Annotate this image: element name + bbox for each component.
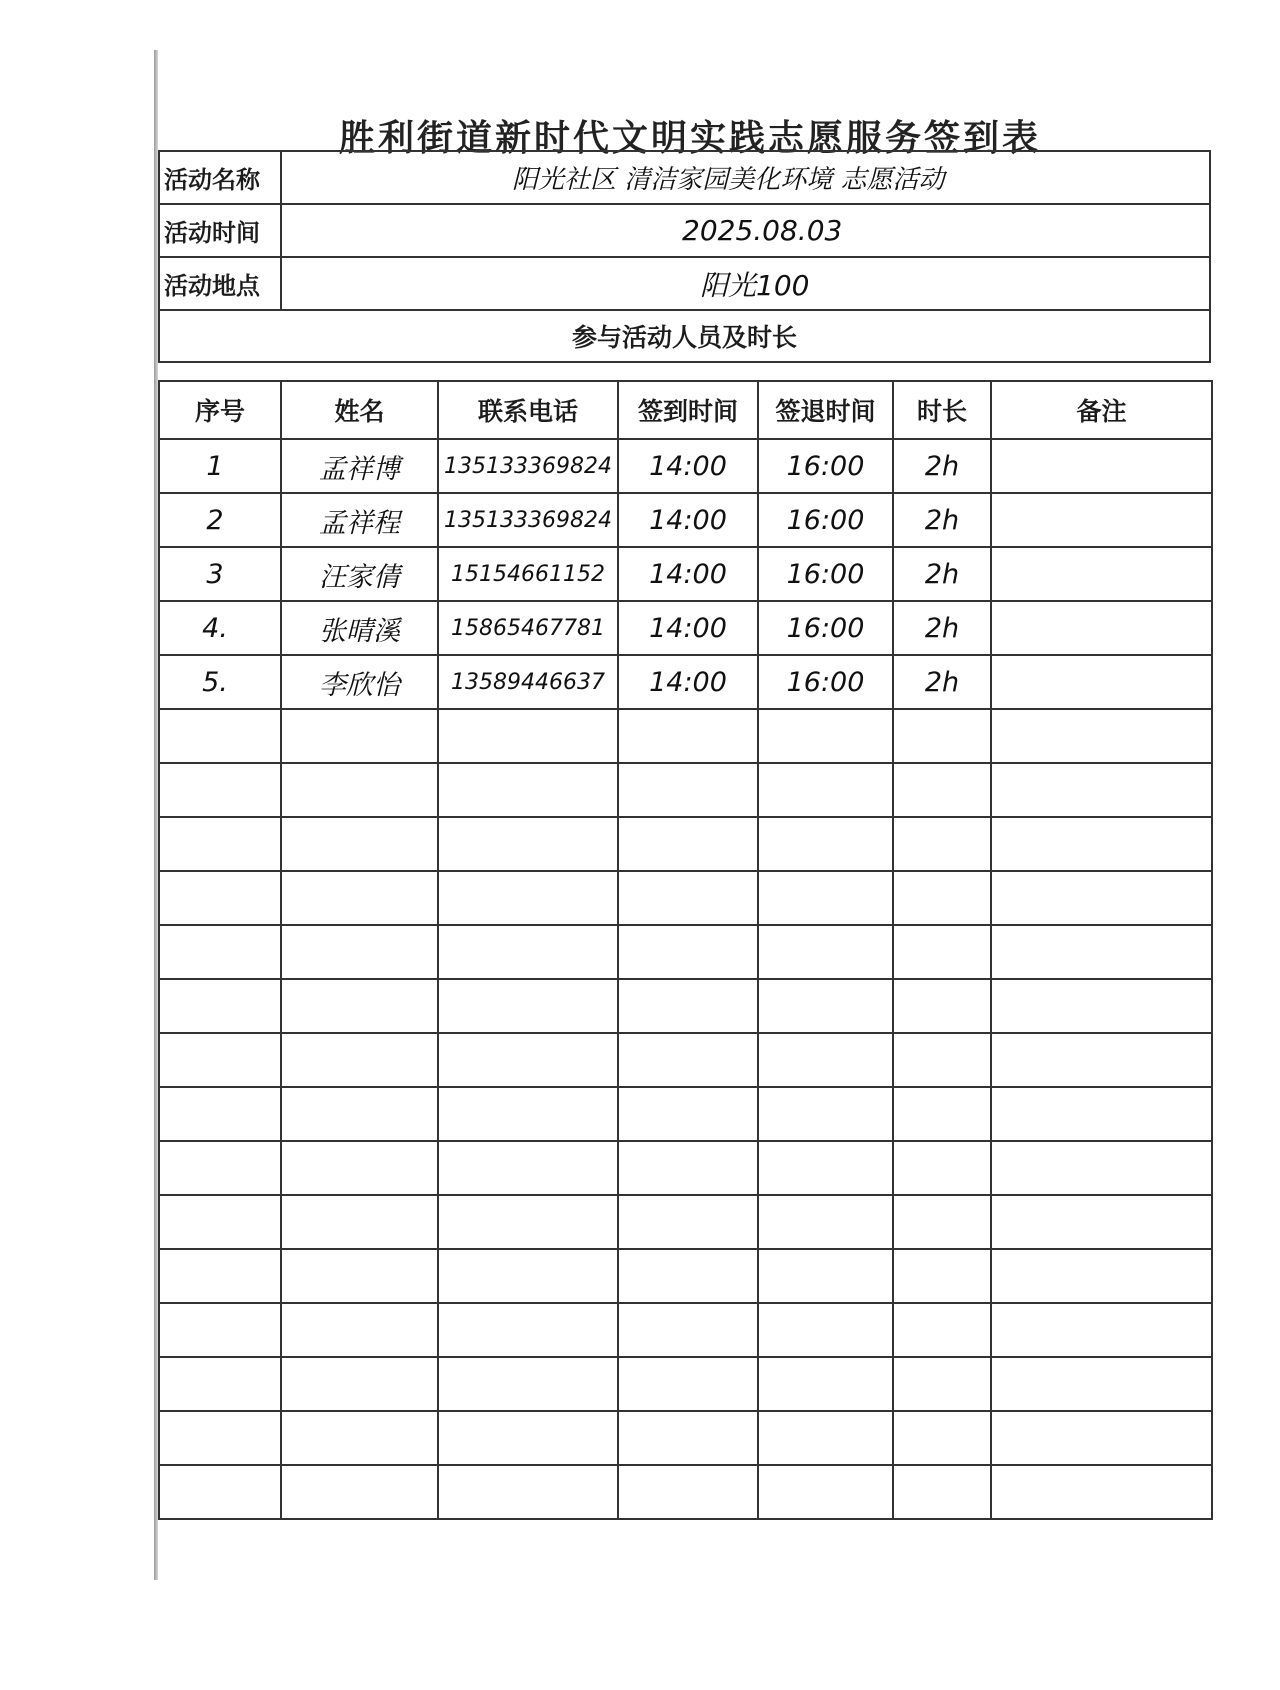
cell-seq (159, 1141, 281, 1195)
cell-name (281, 871, 438, 925)
participants-heading: 参与活动人员及时长 (160, 311, 1209, 363)
cell-note (991, 1141, 1212, 1195)
cell-note (991, 1303, 1212, 1357)
empty-table-row (159, 1357, 1212, 1411)
cell-name (281, 1033, 438, 1087)
cell-name: 孟祥程 (281, 493, 438, 547)
cell-seq (159, 1411, 281, 1465)
cell-sign-in (618, 763, 758, 817)
cell-name (281, 1357, 438, 1411)
cell-name (281, 817, 438, 871)
cell-sign-out: 16:00 (758, 493, 893, 547)
participants-table (158, 380, 1213, 1520)
cell-name (281, 1249, 438, 1303)
activity-place-row (160, 258, 1209, 311)
cell-seq (159, 1033, 281, 1087)
cell-duration: 2h (893, 493, 991, 547)
cell-name: 张晴溪 (281, 601, 438, 655)
cell-sign-in (618, 1087, 758, 1141)
cell-duration (893, 1303, 991, 1357)
cell-name: 汪家倩 (281, 547, 438, 601)
cell-phone: 135133369824 (438, 439, 618, 493)
cell-note (991, 871, 1212, 925)
cell-duration (893, 871, 991, 925)
cell-seq (159, 763, 281, 817)
cell-name (281, 1141, 438, 1195)
cell-name (281, 1087, 438, 1141)
activity-name-row (160, 152, 1209, 205)
cell-sign-in (618, 1465, 758, 1519)
cell-phone (438, 1033, 618, 1087)
cell-sign-in (618, 925, 758, 979)
header-name: 姓名 (281, 381, 438, 439)
cell-seq (159, 1303, 281, 1357)
cell-sign-out (758, 1303, 893, 1357)
cell-sign-in: 14:00 (618, 601, 758, 655)
cell-duration (893, 1411, 991, 1465)
cell-duration (893, 709, 991, 763)
empty-table-row (159, 925, 1212, 979)
cell-note (991, 439, 1212, 493)
cell-phone (438, 1357, 618, 1411)
cell-note (991, 817, 1212, 871)
cell-phone (438, 979, 618, 1033)
cell-seq (159, 1357, 281, 1411)
empty-table-row (159, 1033, 1212, 1087)
empty-table-row (159, 1087, 1212, 1141)
cell-phone (438, 1141, 618, 1195)
empty-table-row (159, 1303, 1212, 1357)
cell-seq (159, 871, 281, 925)
cell-duration (893, 1033, 991, 1087)
header-sign-in: 签到时间 (618, 381, 758, 439)
cell-duration (893, 1357, 991, 1411)
activity-info (158, 150, 1211, 363)
table-row (159, 439, 1212, 493)
sheet-title: 胜利街道新时代文明实践志愿服务签到表 (338, 117, 1041, 159)
cell-sign-out (758, 763, 893, 817)
table-row (159, 601, 1212, 655)
cell-seq (159, 1249, 281, 1303)
cell-phone: 15154661152 (438, 547, 618, 601)
table-row (159, 547, 1212, 601)
cell-note (991, 1249, 1212, 1303)
cell-name (281, 1303, 438, 1357)
cell-seq (159, 979, 281, 1033)
activity-place-label: 活动地点 (160, 258, 282, 309)
cell-sign-in (618, 1195, 758, 1249)
cell-sign-out (758, 871, 893, 925)
cell-sign-in (618, 1141, 758, 1195)
cell-name (281, 1411, 438, 1465)
cell-duration (893, 925, 991, 979)
table-header-row (159, 381, 1212, 439)
cell-phone: 15865467781 (438, 601, 618, 655)
cell-note (991, 601, 1212, 655)
cell-note (991, 1357, 1212, 1411)
cell-phone (438, 925, 618, 979)
cell-sign-in (618, 979, 758, 1033)
cell-note (991, 709, 1212, 763)
cell-duration (893, 979, 991, 1033)
empty-table-row (159, 979, 1212, 1033)
cell-seq: 5. (159, 655, 281, 709)
cell-sign-in (618, 1303, 758, 1357)
header-sign-out: 签退时间 (758, 381, 893, 439)
cell-seq (159, 1087, 281, 1141)
cell-phone (438, 763, 618, 817)
cell-name (281, 979, 438, 1033)
cell-sign-out (758, 709, 893, 763)
cell-sign-out (758, 1087, 893, 1141)
cell-seq (159, 1195, 281, 1249)
cell-sign-out (758, 1141, 893, 1195)
cell-note (991, 1465, 1212, 1519)
cell-phone (438, 1249, 618, 1303)
cell-sign-out (758, 1033, 893, 1087)
cell-name (281, 1195, 438, 1249)
cell-phone (438, 871, 618, 925)
cell-phone (438, 1303, 618, 1357)
cell-phone (438, 1087, 618, 1141)
cell-phone (438, 1195, 618, 1249)
cell-name (281, 709, 438, 763)
cell-seq: 1 (159, 439, 281, 493)
cell-note (991, 1411, 1212, 1465)
cell-sign-out (758, 925, 893, 979)
activity-time-value: 2025.08.03 (682, 214, 843, 247)
cell-sign-out (758, 979, 893, 1033)
cell-note (991, 1195, 1212, 1249)
cell-sign-out (758, 1195, 893, 1249)
cell-seq: 2 (159, 493, 281, 547)
cell-note (991, 763, 1212, 817)
cell-phone (438, 709, 618, 763)
cell-phone: 135133369824 (438, 493, 618, 547)
cell-duration (893, 1249, 991, 1303)
cell-name (281, 763, 438, 817)
cell-sign-in: 14:00 (618, 493, 758, 547)
empty-table-row (159, 871, 1212, 925)
cell-sign-in (618, 709, 758, 763)
cell-phone (438, 1411, 618, 1465)
cell-note (991, 547, 1212, 601)
cell-sign-out: 16:00 (758, 439, 893, 493)
cell-seq (159, 1465, 281, 1519)
activity-time-label: 活动时间 (160, 205, 282, 256)
cell-note (991, 925, 1212, 979)
cell-note (991, 655, 1212, 709)
empty-table-row (159, 1141, 1212, 1195)
cell-note (991, 493, 1212, 547)
cell-seq (159, 709, 281, 763)
cell-sign-in: 14:00 (618, 439, 758, 493)
cell-duration (893, 1087, 991, 1141)
cell-seq: 3 (159, 547, 281, 601)
cell-name: 李欣怡 (281, 655, 438, 709)
header-seq: 序号 (159, 381, 281, 439)
cell-sign-in (618, 1033, 758, 1087)
activity-place-value: 阳光100 (700, 268, 810, 302)
cell-phone: 13589446637 (438, 655, 618, 709)
cell-phone (438, 1465, 618, 1519)
cell-sign-in (618, 1357, 758, 1411)
table-row (159, 493, 1212, 547)
cell-seq (159, 925, 281, 979)
cell-sign-in (618, 1411, 758, 1465)
table-body (159, 439, 1212, 1519)
empty-table-row (159, 1411, 1212, 1465)
activity-name-value: 阳光社区 清洁家园美化环境 志愿活动 (512, 165, 945, 195)
cell-duration (893, 1141, 991, 1195)
header-phone: 联系电话 (438, 381, 618, 439)
cell-sign-out (758, 1357, 893, 1411)
cell-phone (438, 817, 618, 871)
cell-seq (159, 817, 281, 871)
cell-duration: 2h (893, 655, 991, 709)
cell-seq: 4. (159, 601, 281, 655)
cell-sign-out (758, 1249, 893, 1303)
cell-duration (893, 763, 991, 817)
cell-sign-out (758, 1465, 893, 1519)
cell-sign-out: 16:00 (758, 547, 893, 601)
cell-duration: 2h (893, 601, 991, 655)
cell-sign-out (758, 817, 893, 871)
activity-name-label: 活动名称 (160, 152, 282, 203)
empty-table-row (159, 709, 1212, 763)
cell-note (991, 979, 1212, 1033)
cell-sign-in: 14:00 (618, 547, 758, 601)
cell-sign-out (758, 1411, 893, 1465)
activity-time-row (160, 205, 1209, 258)
empty-table-row (159, 763, 1212, 817)
cell-duration (893, 817, 991, 871)
cell-note (991, 1087, 1212, 1141)
empty-table-row (159, 1195, 1212, 1249)
cell-duration: 2h (893, 547, 991, 601)
cell-duration (893, 1195, 991, 1249)
cell-name (281, 925, 438, 979)
cell-sign-in: 14:00 (618, 655, 758, 709)
header-note: 备注 (991, 381, 1212, 439)
cell-sign-in (618, 1249, 758, 1303)
header-duration: 时长 (893, 381, 991, 439)
empty-table-row (159, 1465, 1212, 1519)
cell-sign-out: 16:00 (758, 601, 893, 655)
cell-sign-in (618, 871, 758, 925)
cell-name: 孟祥博 (281, 439, 438, 493)
cell-sign-out: 16:00 (758, 655, 893, 709)
cell-duration: 2h (893, 439, 991, 493)
cell-sign-in (618, 817, 758, 871)
cell-name (281, 1465, 438, 1519)
empty-table-row (159, 1249, 1212, 1303)
empty-table-row (159, 817, 1212, 871)
cell-duration (893, 1465, 991, 1519)
cell-note (991, 1033, 1212, 1087)
table-row (159, 655, 1212, 709)
